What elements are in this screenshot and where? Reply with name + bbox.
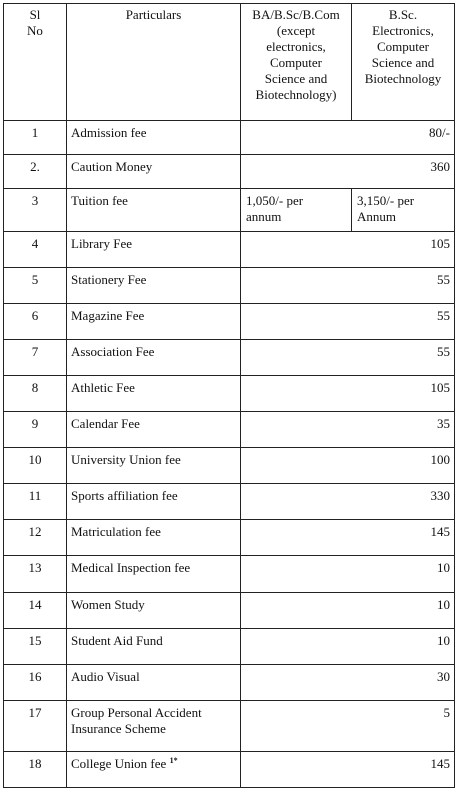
table-row <box>4 448 455 484</box>
table-row <box>4 189 455 232</box>
row-particular <box>67 448 241 484</box>
row-particular-text: Stationery Fee <box>71 272 147 287</box>
row-sl-no: 10 <box>4 448 67 484</box>
row-particular <box>67 189 241 232</box>
row-amount: 35 <box>241 412 455 448</box>
row-amount: 55 <box>241 268 455 304</box>
header-col-a: BA/B.Sc/B.Com (except electronics, Computer Science and Biotechnology) <box>241 4 352 121</box>
row-amount: 360 <box>241 155 455 189</box>
row-amount: 145 <box>241 752 455 788</box>
row-sl-no: 1 <box>4 121 67 155</box>
header-sl-no: Sl No <box>4 4 67 121</box>
row-sl-no: 2. <box>4 155 67 189</box>
row-sl-no: 13 <box>4 556 67 593</box>
table-row <box>4 155 455 189</box>
row-particular <box>67 556 241 593</box>
row-particular-text: Medical Inspection fee <box>71 560 191 575</box>
row-particular <box>67 376 241 412</box>
row-sl-no: 14 <box>4 593 67 629</box>
row-sl-no: 9 <box>4 412 67 448</box>
row-sl-no: 17 <box>4 701 67 752</box>
row-particular <box>67 752 241 788</box>
row-particular <box>67 701 241 752</box>
row-particular-text: Magazine Fee <box>71 308 145 323</box>
row-particular <box>67 412 241 448</box>
row-particular <box>67 268 241 304</box>
row-particular <box>67 665 241 701</box>
row-amount: 330 <box>241 484 455 520</box>
header-particulars: Particulars <box>67 4 241 121</box>
row-particular-text: Calendar Fee <box>71 416 140 431</box>
row-sl-no: 5 <box>4 268 67 304</box>
row-amount: 10 <box>241 556 455 593</box>
row-sl-no: 6 <box>4 304 67 340</box>
row-particular <box>67 520 241 556</box>
row-particular <box>67 155 241 189</box>
row-particular <box>67 304 241 340</box>
row-amount: 105 <box>241 232 455 268</box>
table-row <box>4 665 455 701</box>
row-sl-no: 3 <box>4 189 67 232</box>
footnote-marker: 1* <box>169 756 178 765</box>
row-particular-text: Tuition fee <box>71 193 128 208</box>
row-amount: 5 <box>241 701 455 752</box>
row-particular-text: Athletic Fee <box>71 380 135 395</box>
row-particular-text: Admission fee <box>71 125 147 140</box>
table-row <box>4 701 455 752</box>
row-particular-text: Library Fee <box>71 236 133 251</box>
row-particular <box>67 593 241 629</box>
table-row <box>4 304 455 340</box>
row-particular-text: Association Fee <box>71 344 155 359</box>
table-row <box>4 593 455 629</box>
table-row <box>4 412 455 448</box>
row-amount: 10 <box>241 629 455 665</box>
row-particular <box>67 484 241 520</box>
table-row <box>4 340 455 376</box>
row-sl-no: 15 <box>4 629 67 665</box>
fee-table <box>3 3 455 788</box>
table-row <box>4 629 455 665</box>
header-row <box>4 4 455 121</box>
row-particular-text: Audio Visual <box>71 669 140 684</box>
row-particular-text: College Union fee <box>71 756 167 771</box>
row-amount: 55 <box>241 304 455 340</box>
row-amount: 55 <box>241 340 455 376</box>
table-row <box>4 121 455 155</box>
row-sl-no: 11 <box>4 484 67 520</box>
row-particular-text: Matriculation fee <box>71 524 161 539</box>
row-amount-col-a: 1,050/- per annum <box>241 189 352 232</box>
table-row <box>4 752 455 788</box>
row-particular-text: Group Personal Accident Insurance Scheme <box>71 705 202 736</box>
row-particular-text: Women Study <box>71 597 145 612</box>
row-sl-no: 4 <box>4 232 67 268</box>
row-particular <box>67 121 241 155</box>
row-particular <box>67 232 241 268</box>
table-row <box>4 268 455 304</box>
row-amount: 30 <box>241 665 455 701</box>
row-amount: 145 <box>241 520 455 556</box>
row-particular <box>67 340 241 376</box>
row-amount: 10 <box>241 593 455 629</box>
row-amount-col-b: 3,150/- per Annum <box>352 189 455 232</box>
row-particular <box>67 629 241 665</box>
row-particular-text: Student Aid Fund <box>71 633 163 648</box>
table-row <box>4 232 455 268</box>
row-sl-no: 18 <box>4 752 67 788</box>
row-amount: 80/- <box>241 121 455 155</box>
row-amount: 100 <box>241 448 455 484</box>
row-sl-no: 16 <box>4 665 67 701</box>
table-row <box>4 376 455 412</box>
row-sl-no: 8 <box>4 376 67 412</box>
table-row <box>4 556 455 593</box>
table-row <box>4 484 455 520</box>
row-amount: 105 <box>241 376 455 412</box>
row-particular-text: Sports affiliation fee <box>71 488 178 503</box>
header-col-b: B.Sc. Electronics, Computer Science and Biotechnology <box>352 4 455 121</box>
row-sl-no: 7 <box>4 340 67 376</box>
row-particular-text: Caution Money <box>71 159 153 174</box>
row-particular-text: University Union fee <box>71 452 181 467</box>
table-row <box>4 520 455 556</box>
row-sl-no: 12 <box>4 520 67 556</box>
